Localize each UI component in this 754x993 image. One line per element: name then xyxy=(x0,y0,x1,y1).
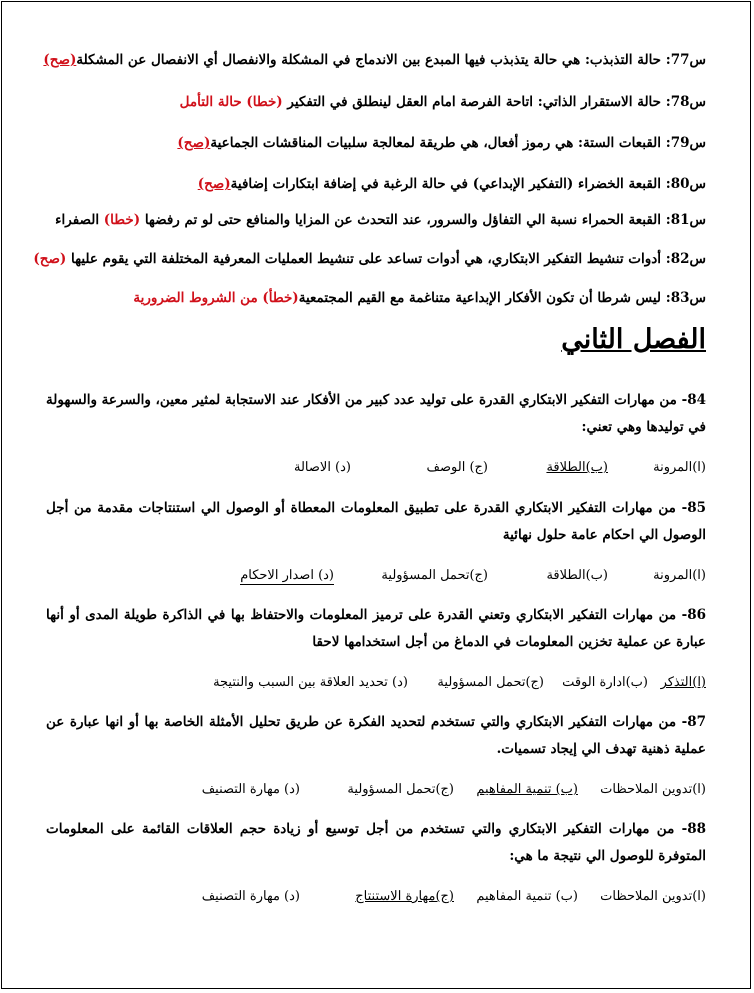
option-85-a: (ا)المرونة xyxy=(653,568,706,583)
question-87: 87- من مهارات التفكير الابتكاري والتي تستخدم لتحديد الفكرة عن طريق تحليل الأمثلة الخاصة بها أو انها عبارة عن عملية ذهنية تهدف الي إيجاد تسميات. xyxy=(46,714,706,757)
option-86-d: (د) تحديد العلاقة بين السبب والنتيجة xyxy=(213,675,408,690)
question-78: س78: حالة الاستقرار الذاتي: اتاحة الفرصة امام العقل لينطلق في التفكير (خطا) حالة التأمل xyxy=(179,94,706,110)
option-85-d: (د) اصدار الاحكام xyxy=(240,568,334,583)
question-82: س82: أدوات تنشيط التفكير الابتكاري، هي أدوات تساعد على تنشيط العمليات المعرفية المختلفة التي يقوم عليها (صح) xyxy=(33,251,706,267)
answer-80: (صح) xyxy=(197,176,231,192)
answer-77: (صح) xyxy=(43,52,77,68)
question-81: س81: القبعة الحمراء نسبة الي التفاؤل والسرور، عند التحدث عن المزايا والمنافع حتى لو تم رفضها (خطا) الصفراء xyxy=(55,212,706,228)
option-88-d: (د) مهارة التصنيف xyxy=(201,889,300,904)
question-77: س77: حالة التذبذب: هي حالة يتذبذب فيها المبدع بين الاندماج في المشكلة والانفصال أي الانفصال عن المشكلة(صح) xyxy=(43,52,706,68)
question-80: س80: القبعة الخضراء (التفكير الإبداعي) في حالة الرغبة في إضافة ابتكارات إضافية(صح) xyxy=(197,176,706,192)
option-88-c: (ج)مهارة الاستنتاج xyxy=(355,889,454,904)
option-85-c: (ج)تحمل المسؤولية xyxy=(381,568,488,583)
option-88-b: (ب) تنمية المفاهيم xyxy=(476,889,578,904)
question-84: 84- من مهارات التفكير الابتكاري القدرة على توليد عدد كبير من الأفكار عند الاستجابة لمثير معين، والسرعة والسهولة في توليدها وهي تعني: xyxy=(46,392,706,435)
option-87-c: (ج)تحمل المسؤولية xyxy=(347,782,454,797)
answer-79: (صح) xyxy=(177,135,211,151)
question-79: س79: القبعات الستة: هي رموز أفعال، هي طريقة لمعالجة سلبيات المناقشات الجماعية(صح) xyxy=(177,135,706,151)
answer-81-tail: الصفراء xyxy=(55,212,104,228)
options-87 xyxy=(46,782,706,802)
option-85-b: (ب)الطلاقة xyxy=(546,568,608,583)
document-page xyxy=(1,1,751,989)
option-84-d: (د) الاصالة xyxy=(293,460,351,475)
question-86: 86- من مهارات التفكير الابتكاري وتعني القدرة على ترميز المعلومات والاحتفاظ بها في الذاكرة طويلة المدى أو أنها عبارة عن عملية تخزين المعلومات في الدماغ من أجل استخدامها لاحقا xyxy=(46,607,706,650)
answer-83: (خطأ) من الشروط الضرورية xyxy=(133,290,299,306)
answer-78: (خطا) حالة التأمل xyxy=(179,94,283,110)
option-87-b: (ب) تنمية المفاهيم xyxy=(476,782,578,797)
question-83: س83: ليس شرطا أن تكون الأفكار الإبداعية متناغمة مع القيم المجتمعية(خطأ) من الشروط الضرورية xyxy=(133,290,706,306)
answer-81: (خطا) xyxy=(103,212,141,228)
answer-82: (صح) xyxy=(33,251,67,267)
option-87-d: (د) مهارة التصنيف xyxy=(201,782,300,797)
option-84-a: (ا)المرونة xyxy=(653,460,706,475)
option-86-a: (ا)التذكر xyxy=(660,675,706,690)
options-88 xyxy=(46,889,706,909)
option-88-a: (ا)تدوين الملاحظات xyxy=(600,889,706,904)
option-86-b: (ب)ادارة الوقت xyxy=(562,675,648,690)
option-87-a: (ا)تدوين الملاحظات xyxy=(600,782,706,797)
option-84-b: (ب)الطلاقة xyxy=(546,460,608,475)
question-88: 88- من مهارات التفكير الابتكاري والتي تستخدم من أجل توسيع أو زيادة حجم العلاقات القائمة على المعلومات المتوفرة للوصول الي نتيجة ما هي: xyxy=(46,821,706,864)
option-86-c: (ج)تحمل المسؤولية xyxy=(437,675,544,690)
options-85 xyxy=(46,568,706,588)
options-86 xyxy=(46,675,706,695)
option-84-c: (ج) الوصف xyxy=(426,460,488,475)
options-84 xyxy=(46,460,706,480)
chapter-heading: الفصل الثاني xyxy=(561,324,706,355)
question-85: 85- من مهارات التفكير الابتكاري القدرة على تطبيق المعلومات المعطاة أو الوصول الي استنتاجات مقدمة من أجل الوصول الي احكام عامة حلول نهائية xyxy=(46,500,706,543)
